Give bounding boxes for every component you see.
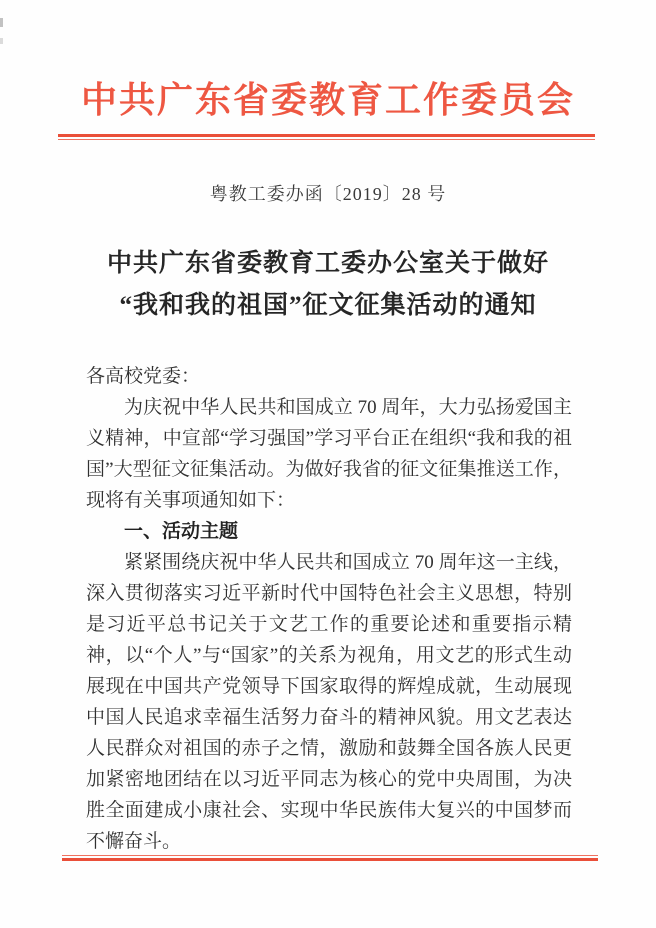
divider-thin-line	[58, 139, 595, 140]
divider-thick-line	[62, 858, 598, 861]
document-title-line2: “我和我的祖国”征文征集活动的通知	[119, 292, 537, 319]
document-title	[0, 243, 656, 327]
letterhead-divider	[58, 134, 595, 140]
scan-artifact	[0, 18, 3, 27]
salutation: 各高校党委：	[86, 366, 201, 387]
paragraph-intro: 为庆祝中华人民共和国成立 70 周年，大力弘扬爱国主义精神，中宣部“学习强国”学习平台正在组织“我和我的祖国”大型征文征集活动。为做好我省的征文征集推送工作，现将有关事项通知如下：	[86, 397, 572, 511]
section-heading-1: 一、活动主题	[124, 521, 239, 542]
document-body	[86, 361, 572, 857]
scan-artifact	[0, 38, 3, 44]
letterhead-org-name: 中共广东省委教育工作委员会	[80, 80, 575, 120]
footer-divider	[62, 855, 598, 861]
document-title-line1: 中共广东省委教育工委办公室关于做好	[106, 250, 549, 277]
paragraph-section1-theme: 紧紧围绕庆祝中华人民共和国成立 70 周年这一主线，深入贯彻落实习近平新时代中国特色社会主义思想，特别是习近平总书记关于文艺工作的重要论述和重要指示精神，以“个人”与“国家”的关系为视角，用文艺的形式生动展现在中国共产党领导下国家取得的辉煌成就，生动展现中国人民追求幸福生活努力奋斗的精神风貌。用文艺表达人民群众对祖国的赤子之情，激励和鼓舞全国各族人民更加紧密地团结在以习近平同志为核心的党中央周围，为决胜全面建成小康社会、实现中华民族伟大复兴的中国梦而不懈奋斗。	[86, 552, 572, 852]
document-number: 粤教工委办函〔2019〕28 号	[209, 184, 447, 204]
